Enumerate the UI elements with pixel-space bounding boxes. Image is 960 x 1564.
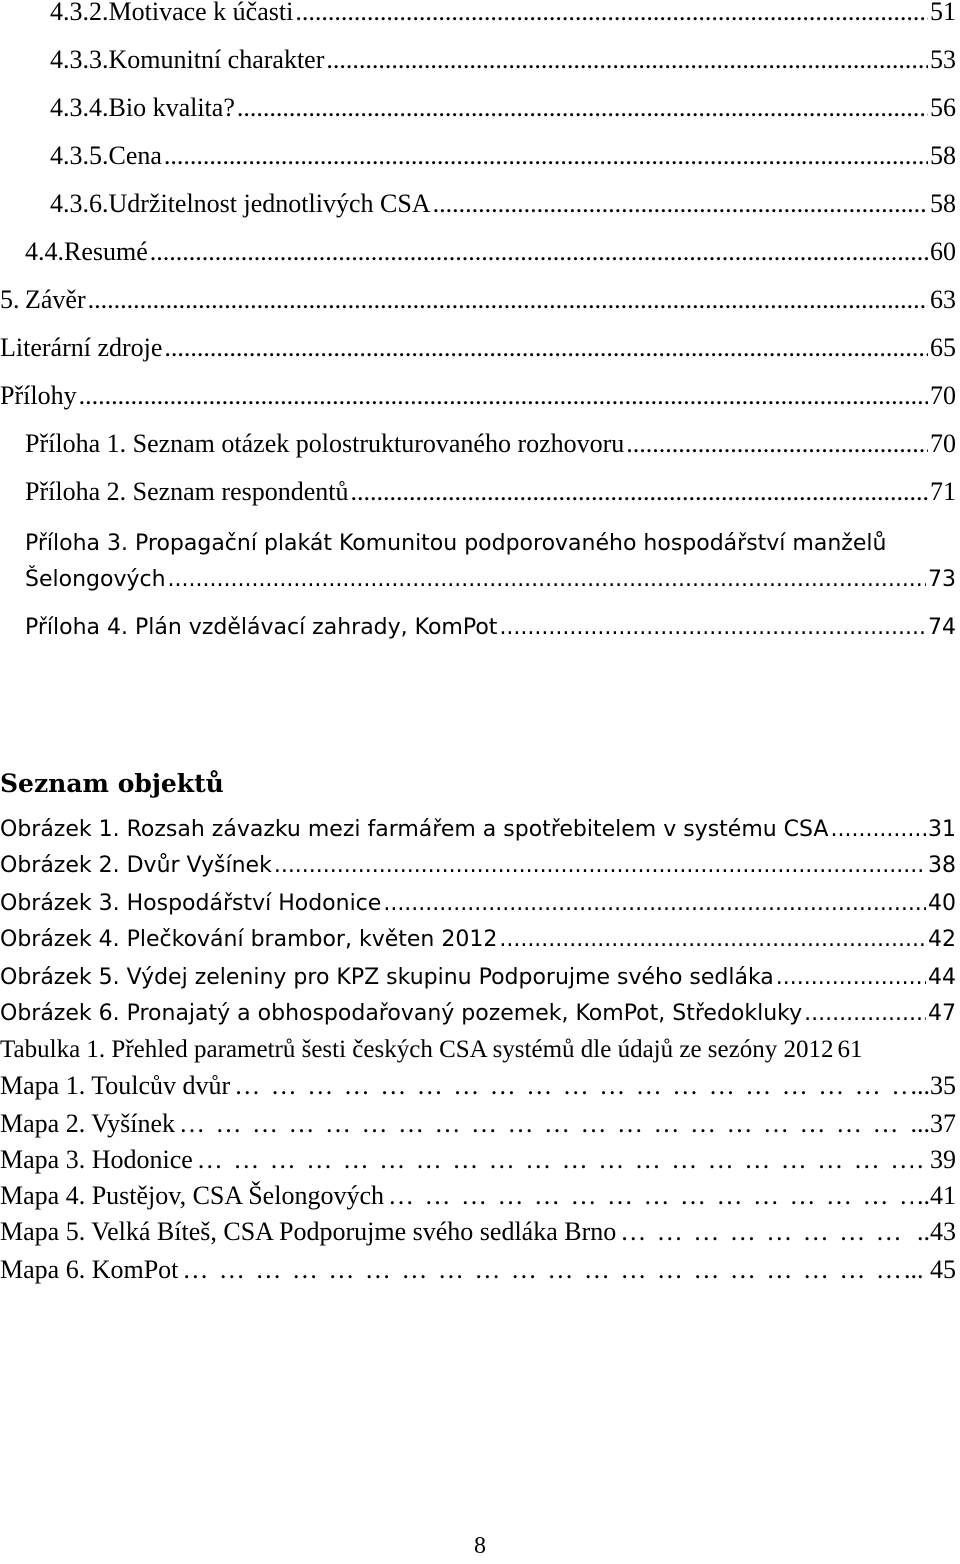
object-entry[interactable] [0,994,956,1034]
appendix-entry[interactable] [25,560,956,600]
map-label: Mapa 5. Velká Bíteš, CSA Podporujme svého sedláka Brno [0,1217,617,1246]
map-page: ..43 [917,1217,956,1246]
map-page: ... 45 [904,1255,956,1284]
toc-leader [830,810,926,850]
appendix-label: Příloha 2. Seznam respondentů [25,477,349,506]
toc-entry[interactable] [0,280,956,320]
toc-leader [351,472,929,512]
object-label: Obrázek 1. Rozsah závazku mezi farmářem a spotřebitelem v systému CSA [0,817,829,842]
toc-entry-label: Motivace k účasti [108,0,294,26]
toc-entry-label: Resumé [64,237,148,266]
toc-entry[interactable] [50,88,956,128]
object-entry[interactable] [0,958,956,998]
object-label: Obrázek 3. Hospodářství Hodonice [0,891,382,916]
map-entry[interactable] [0,1176,956,1216]
toc-entry-number: 4.4. [25,237,64,266]
map-page: ...35 [910,1071,956,1100]
toc-entry-label: Komunitní charakter [108,45,325,74]
appendix-entry[interactable] [25,608,956,648]
object-entry[interactable] [0,920,956,960]
map-label: Mapa 3. Hodonice [0,1145,193,1174]
appendix-label-line1: Příloha 3. Propagační plakát Komunitou podporovaného hospodářství manželů [25,531,887,556]
table-entry[interactable] [0,1030,960,1070]
toc-entry-page: 51 [930,0,956,26]
toc-entry-page: 63 [930,285,956,314]
toc-entry-number: 4.3.2. [50,0,109,26]
object-label: Obrázek 4. Plečkování brambor, květen 2012 [0,927,498,952]
toc-leader [164,328,928,368]
toc-leader [383,884,926,924]
toc-entry[interactable] [0,376,956,416]
toc-leader [274,846,926,886]
toc-leader [326,40,928,80]
object-entry[interactable] [0,846,956,886]
appendix-entry[interactable] [25,472,956,512]
toc-leader [433,184,928,224]
object-page: 38 [928,853,956,878]
map-leader [197,1140,913,1180]
toc-entry-number: 5. [0,285,20,314]
toc-entry-number: 4.3.6. [50,189,109,218]
object-label: Obrázek 6. Pronajatý a obhospodařovaný pozemek, KomPot, Středokluky [0,1001,803,1026]
appendix-label: Příloha 4. Plán vzdělávací zahrady, KomPot [25,615,498,640]
appendix-entry[interactable] [25,424,956,464]
map-entry[interactable] [0,1104,956,1144]
object-page: 31 [928,817,956,842]
table-page: 61 [837,1036,863,1063]
toc-entry[interactable] [50,136,956,176]
map-leader [182,1250,900,1290]
toc-leader [499,920,926,960]
toc-leader [150,232,928,272]
objects-heading: Seznam objektů [0,769,224,798]
toc-entry[interactable] [50,40,956,80]
object-page: 44 [928,965,956,990]
toc-entry-number: 4.3.3. [50,45,109,74]
object-entry[interactable] [0,810,956,850]
appendix-page: 74 [928,615,956,640]
toc-entry[interactable] [50,184,956,224]
map-entry[interactable] [0,1066,956,1106]
map-page: ...37 [910,1109,956,1138]
appendix-page: 73 [928,567,956,592]
toc-entry-number: 4.3.5. [50,141,109,170]
toc-leader [804,994,926,1034]
toc-entry-page: 65 [930,333,956,362]
map-label: Mapa 4. Pustějov, CSA Šelongových [0,1181,384,1210]
map-leader [179,1104,906,1144]
toc-leader [626,424,928,464]
appendix-label: Příloha 1. Seznam otázek polostrukturovaného rozhovoru [25,429,625,458]
map-label: Mapa 2. Vyšínek [0,1109,176,1138]
object-page: 47 [928,1001,956,1026]
object-entry[interactable] [0,884,956,924]
page-number: 8 [474,1533,486,1559]
object-page: 42 [928,927,956,952]
toc-entry-page: 58 [930,189,956,218]
toc-entry-page: 53 [930,45,956,74]
toc-entry-label: Literární zdroje [0,333,163,362]
map-page: . 39 [917,1145,956,1174]
toc-leader [499,608,926,648]
object-label: Obrázek 2. Dvůr Vyšínek [0,853,272,878]
map-label: Mapa 6. KomPot [0,1255,179,1284]
object-label: Obrázek 5. Výdej zeleniny pro KPZ skupinu Podporujme svého sedláka [0,965,774,990]
toc-leader [79,376,928,416]
toc-entry-page: 60 [930,237,956,266]
table-label: Tabulka 1. Přehled parametrů šesti českých CSA systémů dle údajů ze sezóny 2012 [0,1036,834,1063]
toc-entry-number: 4.3.4. [50,93,109,122]
appendix-label: Šelongových [25,567,166,592]
appendix-page: 71 [930,477,956,506]
toc-leader [237,88,928,128]
toc-entry-label: Závěr [24,285,86,314]
toc-entry-label: Udržitelnost jednotlivých CSA [108,189,431,218]
toc-entry-page: 56 [930,93,956,122]
toc-entry[interactable] [0,328,956,368]
toc-entry-label: Cena [108,141,162,170]
map-entry[interactable] [0,1212,956,1252]
appendix-page: 70 [930,429,956,458]
toc-leader [168,560,926,600]
toc-entry-label: Přílohy [0,381,77,410]
toc-leader [295,0,928,32]
map-label: Mapa 1. Toulcův dvůr [0,1071,231,1100]
map-entry[interactable] [0,1250,956,1290]
toc-entry-page: 58 [930,141,956,170]
toc-leader [776,958,926,998]
toc-entry[interactable] [25,232,956,272]
appendix-entry-line1[interactable] [25,524,886,564]
toc-entry-page: 70 [930,381,956,410]
map-leader [620,1212,913,1252]
toc-leader [164,136,928,176]
object-page: 40 [928,891,956,916]
map-page: ..41 [917,1181,956,1210]
map-leader [234,1066,906,1106]
toc-entry[interactable] [50,0,956,32]
toc-leader [88,280,928,320]
map-leader [388,1176,913,1216]
map-entry[interactable] [0,1140,956,1180]
toc-entry-label: Bio kvalita? [108,93,235,122]
